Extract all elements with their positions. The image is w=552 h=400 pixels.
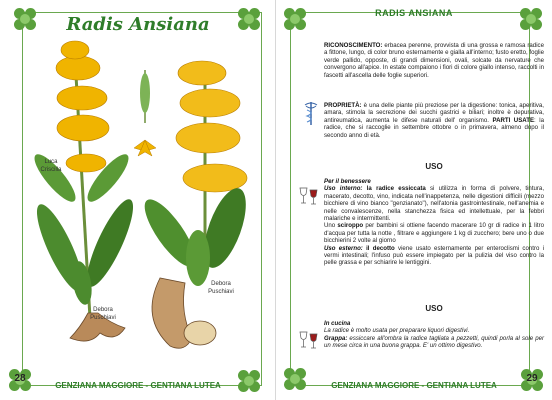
uso-heading: USO <box>425 162 443 171</box>
in-cucina-heading: In cucina <box>324 320 351 327</box>
page-title: RADIS ANSIANA <box>375 8 453 18</box>
illustration-credit-luca: Luca Criscilla <box>40 159 62 173</box>
cucina-section: In cucina La radice è molto usata per preparare liquori digestivi. Grappa: essiccare all'ombra la radice tagliata a pezzetti, quindi porla al sole per un mese circa in una buona grappa. E' un ottimo digestivo. <box>324 320 544 350</box>
illustration-credit-debora-bottom: Debora Puschiavi <box>90 307 116 321</box>
proprieta-paragraph: PROPRIETÀ: è una delle piante più preziose per la digestione: tonica, aperitiva, amara, stimola la secrezione dei succhi gastrici e biliari; inoltre è depurativa, antireumatica, aumenta le difese naturali dell' organismo. PARTI USATE: la radice, che si raccoglie in settembre ottobre o in primavera, almeno dopo il secondo anno di età. <box>324 102 544 139</box>
benessere-section: Per il benessere Uso interno: la radice essiccata si utilizza in forma di polvere, tintura, macerato, decotto, vino, indicata nell'inappetenza, nelle digestioni difficili (mezzo bicchiere di vino bianco "genzianato"), nell'atonia gastrointestinale, nell'anemia e nelle convalescenze, nella stanchezza fisica ed intellettuale, per la febbri malariche e intermittenti. Uno sciroppo per bambini si ottiene facendo macerare 10 gr di radice in 1 litro d'acqua per tutta la notte , filtrare e aggiungere 1 kg di zucchero; bere uno o due bicchierini 2 volte al giorno Uso esterno: il decotto viene usato esternamente per enteroclismi contro i vermi intestinali; l'infuso può essere impiegato per la pulizia del viso contro la pelle grassa e per schiarire le lentiggini. <box>324 178 545 267</box>
sciroppo-label: sciroppo <box>337 222 364 230</box>
page-footer: GENZIANA MAGGIORE - GENTIANA LUTEA <box>331 381 497 390</box>
grappa-label: Grappa: <box>324 334 348 342</box>
wine-glass-icon <box>298 186 320 206</box>
riconoscimento-paragraph: RICONOSCIMENTO: erbacea perenne, provvista di una grossa e ramosa radice a fittone, lungo, di color bruno esternamente e gialla all'interno; fusto eretto, foglie verde pallido, opposte, di grandi dimensioni, ovali, solcate da nervature che convergono all'apice. In estate compaiono i fiori di colore giallo intenso, raccolti in fascetti all'ascella delle foglie superiori. <box>324 42 544 79</box>
page-footer: GENZIANA MAGGIORE - GENTIANA LUTEA <box>55 381 221 390</box>
gentian-illustration <box>20 28 266 364</box>
illustration-credit-debora-top: Debora Puschiavi <box>208 281 234 295</box>
right-page <box>276 0 552 400</box>
riconoscimento-label: RICONOSCIMENTO: <box>324 42 383 49</box>
page-number: 28 <box>14 373 26 384</box>
uso-heading-cucina: USO <box>425 304 443 313</box>
per-benessere-heading: Per il benessere <box>324 178 371 185</box>
page-title: Radis Ansiana <box>66 14 210 35</box>
parti-usate-label: PARTI USATE <box>492 116 535 124</box>
page-number: 29 <box>526 373 538 384</box>
page-number-badge <box>518 366 546 394</box>
caduceus-icon <box>304 100 318 126</box>
proprieta-label: PROPRIETÀ: <box>324 102 362 109</box>
wine-glass-icon <box>298 330 320 350</box>
uso-esterno-label: Uso esterno: <box>324 244 363 252</box>
uso-interno-label: Uso interno: <box>324 185 363 193</box>
